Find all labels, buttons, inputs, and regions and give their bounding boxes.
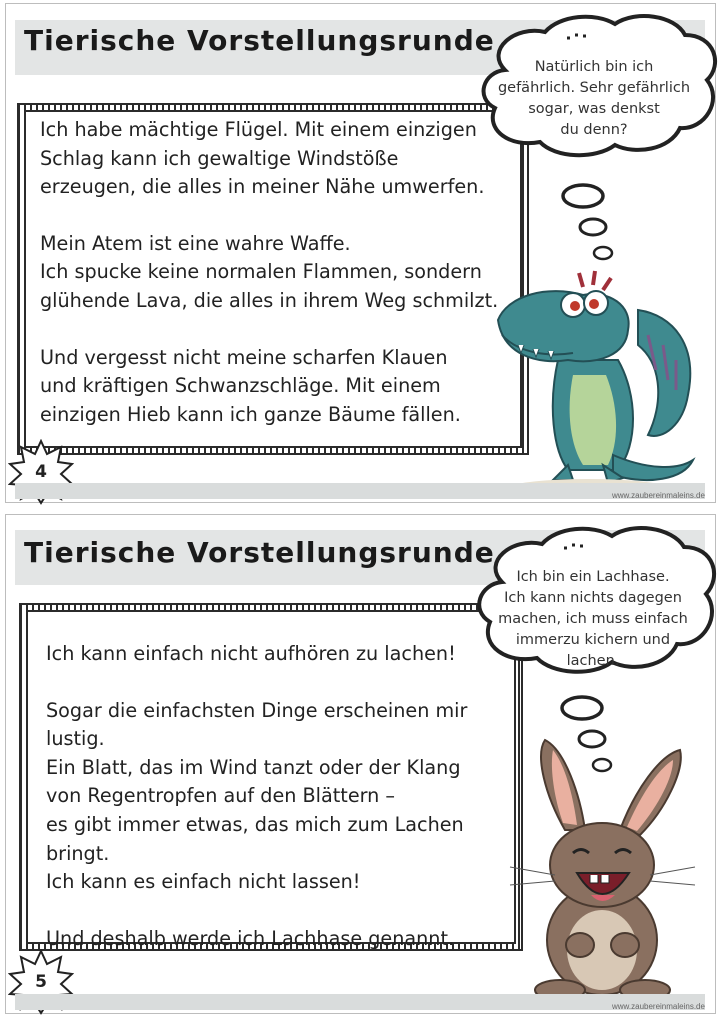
paragraph bbox=[46, 697, 516, 897]
text-line: Sogar die einfachsten Dinge erscheinen mir bbox=[46, 698, 468, 722]
card-title: Tierische Vorstellungsrunde bbox=[24, 24, 495, 57]
text-line: und kräftigen Schwanzschläge. Mit einem bbox=[40, 374, 441, 398]
text-line: Mein Atem ist eine wahre Waffe. bbox=[40, 231, 351, 255]
bubble-line: immerzu kichern und bbox=[515, 632, 671, 648]
text-line: bringt. bbox=[46, 841, 110, 865]
bubble-line: Natürlich bin ich bbox=[534, 59, 654, 75]
text-line: von Regentropfen auf den Blättern – bbox=[46, 784, 396, 808]
site-url: www.zaubereinmaleins.de bbox=[612, 491, 705, 500]
bubble-line: sogar, was denkst bbox=[528, 101, 660, 117]
bubble-text bbox=[476, 567, 710, 672]
bubble-line: lachen. bbox=[566, 653, 620, 669]
text-line: Ich habe mächtige Flügel. Mit einem einzigen bbox=[40, 118, 477, 141]
paragraph bbox=[46, 640, 516, 669]
bubble-line: du denn? bbox=[560, 122, 628, 138]
bubble-line: Ich bin ein Lachhase. bbox=[516, 569, 670, 585]
bubble-line: Ich kann nichts dagegen bbox=[504, 590, 682, 606]
text-line: Ich spucke keine normalen Flammen, sondern bbox=[40, 260, 482, 284]
text-line: lustig. bbox=[46, 727, 105, 751]
text-line: Ich kann einfach nicht aufhören zu lachen! bbox=[46, 642, 456, 665]
card-title: Tierische Vorstellungsrunde bbox=[24, 536, 495, 569]
text-line: es gibt immer etwas, das mich zum Lachen bbox=[46, 812, 464, 836]
paragraph bbox=[46, 925, 516, 954]
text-line: Schlag kann ich gewaltige Windstöße bbox=[40, 146, 399, 170]
bottom-band bbox=[15, 994, 705, 1010]
site-url: www.zaubereinmaleins.de bbox=[612, 1002, 705, 1011]
card-body-text bbox=[46, 640, 516, 981]
text-line: Und deshalb werde ich Lachhase genannt. bbox=[46, 926, 455, 950]
text-line: erzeugen, die alles in meiner Nähe umwerfen. bbox=[40, 175, 485, 199]
text-line: glühende Lava, die alles in ihrem Weg schmilzt. bbox=[40, 288, 499, 312]
text-line: Ich kann es einfach nicht lassen! bbox=[46, 870, 361, 894]
text-line: Ein Blatt, das im Wind tanzt oder der Klang bbox=[46, 755, 461, 779]
text-line: einzigen Hieb kann ich ganze Bäume fällen. bbox=[40, 402, 461, 426]
laughing-rabbit-illustration bbox=[505, 735, 700, 1005]
bubble-line: machen, ich muss einfach bbox=[498, 611, 688, 627]
card-number: 5 bbox=[35, 972, 47, 992]
bubble-line: gefährlich. Sehr gefährlich bbox=[497, 80, 691, 96]
card-number: 4 bbox=[35, 462, 47, 482]
text-line: Und vergesst nicht meine scharfen Klauen bbox=[40, 345, 448, 369]
